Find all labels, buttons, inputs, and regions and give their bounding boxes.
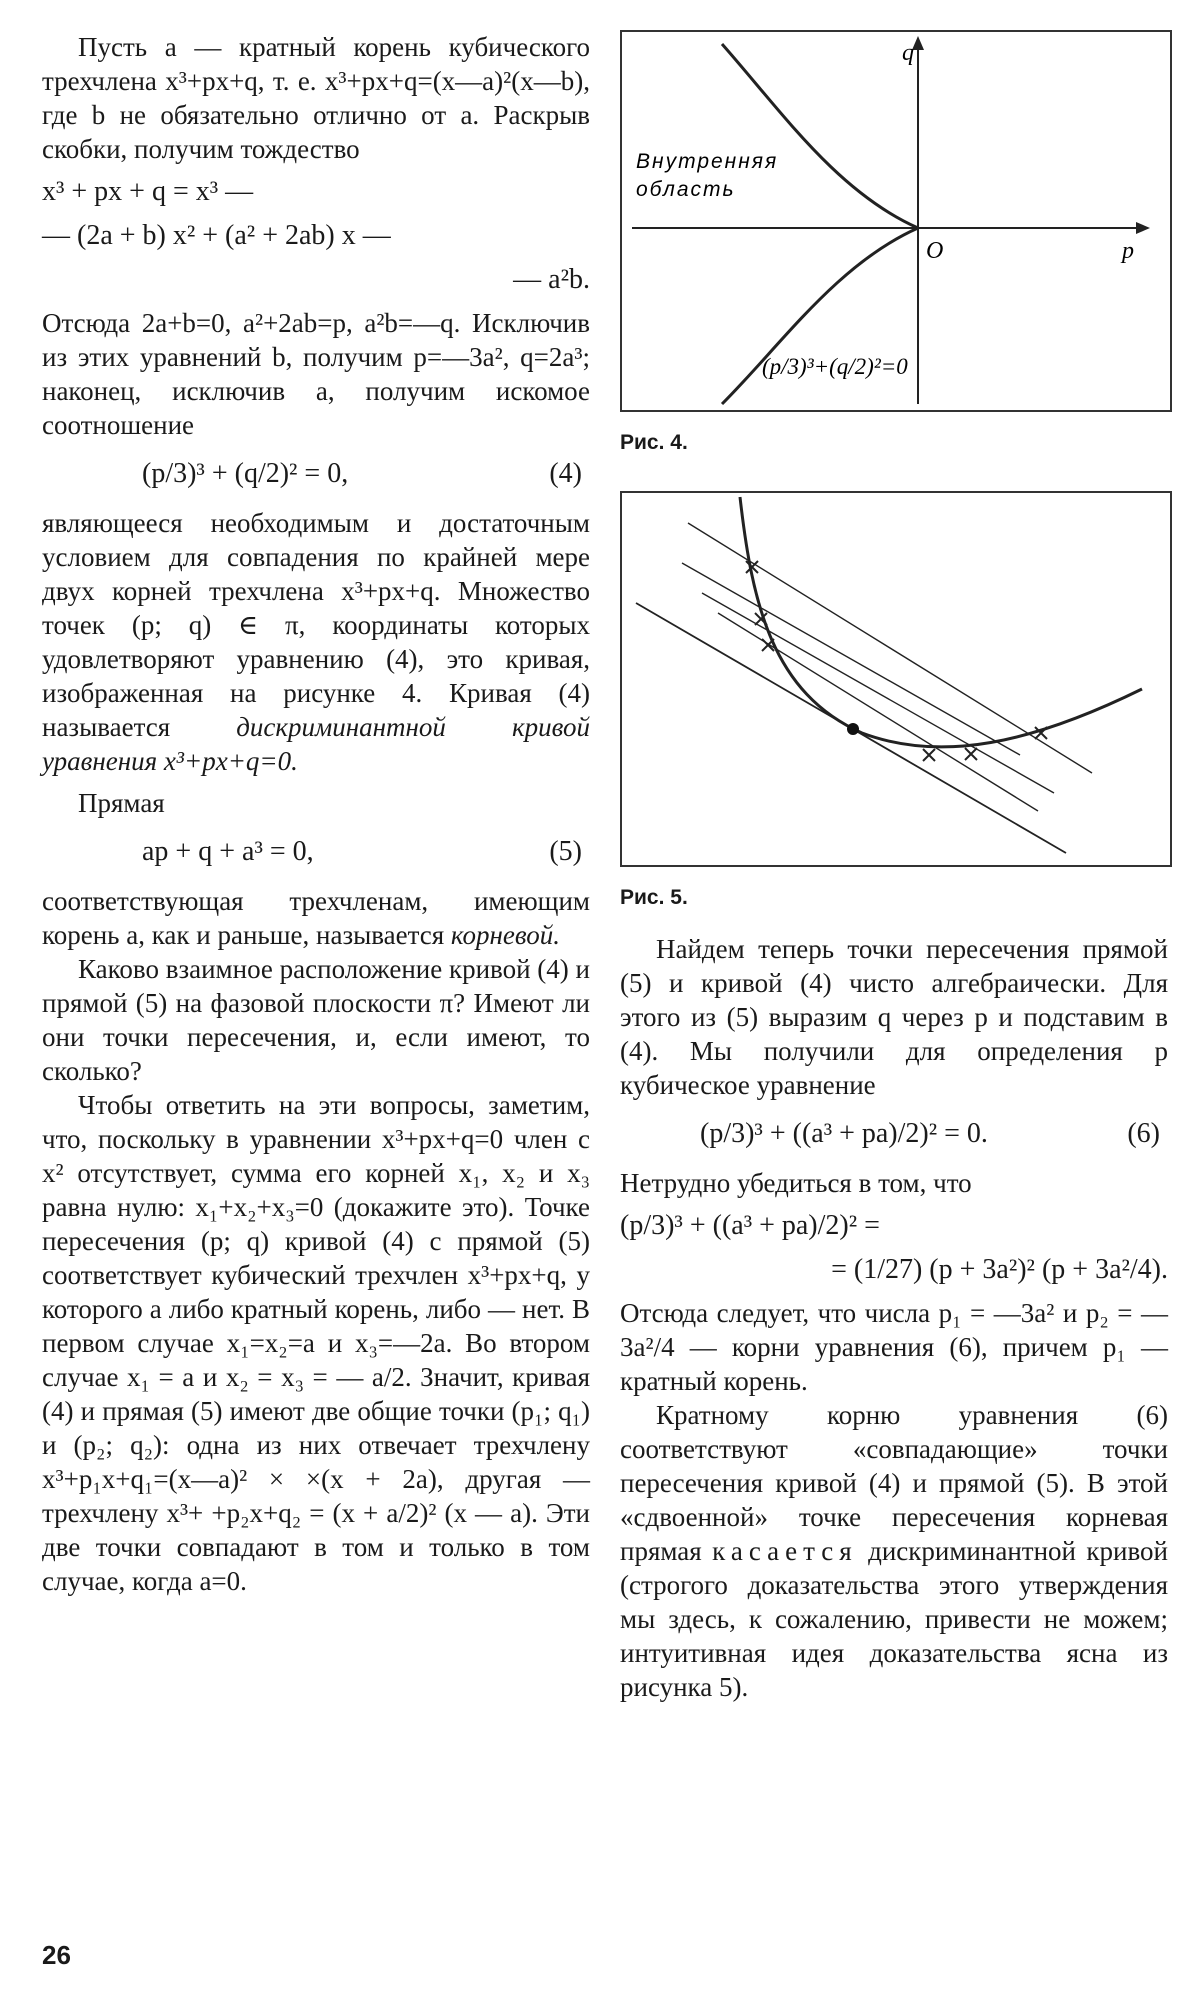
intersection-markers xyxy=(746,561,1047,761)
equation-5-number: (5) xyxy=(549,836,582,867)
right-paragraph-4-spaced: касается xyxy=(712,1536,858,1566)
paragraph-2: Отсюда 2a+b=0, a²+2ab=p, a²b=—q. Исключив из этих уравнений b, получим p=—3a², q=2a³; наконец, исключив a, получим искомое соотношение xyxy=(42,308,590,440)
curve-equation-label: (p/3)³+(q/2)²=0 xyxy=(762,354,908,379)
root-line-2 xyxy=(688,523,1092,773)
equation-5 xyxy=(42,836,590,868)
paragraph-7: Чтобы ответить на эти вопросы, заметим, что, поскольку в уравнении x³+px+q=0 член с x² отсутствует, сумма его корней x₁, x₂ и x₃ равна нулю: x₁+x₂+x₃=0 (докажите это). Точке пересечения (p; q) кривой (4) с прямой (5) соответствует кубический трехчлен x³+px+q, у которого a либо кратный корень, либо — нет. В первом случае x₁=x₂=a и x₃=—2a. Во втором случае x₁ = a и x₂ = x₃ = — a/2. Значит, кривая (4) и прямая (5) имеют две общие точки (p₁; q₁) и (p₂; q₂): одна из них отвечает трехчлену x³+p₁x+q₁=(x—a)² × ×(x + 2a), другая — трехчлену x³+ +p₂x+q₂ = (x + a/2)² (x — a). Эти две точки совпадают в том и только в том случае, когда a=0. xyxy=(42,1090,590,1596)
intersection-marker xyxy=(965,748,977,760)
figure-4-caption: Рис. 4. xyxy=(620,431,688,454)
expansion-line-1: (p/3)³ + ((a³ + pa)/2)² = xyxy=(620,1210,880,1241)
discriminant-curve-upper xyxy=(722,44,918,228)
paragraph-5-italic: корневой. xyxy=(450,920,560,950)
equation-6 xyxy=(620,1118,1168,1150)
right-paragraph-4-end: дискриминантной кривой (строгого доказательства этого утверждения мы здесь, к сожалению, привести не можем; интуитивная идея доказательства ясна из рисунка 5). xyxy=(620,1536,1168,1702)
paragraph-6: Каково взаимное расположение кривой (4) и прямой (5) на фазовой плоскости π? Имеют ли они точки пересечения, и, если имеют, то сколько? xyxy=(42,954,590,1086)
origin-label: O xyxy=(926,238,944,264)
equation-6-number: (6) xyxy=(1127,1118,1160,1149)
right-column xyxy=(620,30,1168,1704)
left-column xyxy=(42,30,590,1598)
equation-6-body: (p/3)³ + ((a³ + pa)/2)² = 0. xyxy=(700,1118,988,1149)
paragraph-4: Прямая xyxy=(78,788,165,818)
page-number: 26 xyxy=(42,1940,71,1970)
intersection-marker xyxy=(923,749,935,761)
figure-4 xyxy=(620,30,1172,412)
right-paragraph-4 xyxy=(620,1398,1168,1704)
intersection-marker xyxy=(762,639,774,651)
equation-4-number: (4) xyxy=(549,458,582,489)
double-point-marker xyxy=(847,723,859,735)
identity-line-1: x³ + px + q = x³ — xyxy=(42,176,254,207)
paragraph-1: Пусть a — кратный корень кубического трехчлена x³+px+q, т. е. x³+px+q=(x—a)²(x—b), где b не обязательно отлично от a. Раскрыв скобки, получим тождество xyxy=(42,32,590,164)
equation-5-body: ap + q + a³ = 0, xyxy=(142,836,314,867)
right-paragraph-3: Отсюда следует, что числа p₁ = —3a² и p₂ = — 3a²/4 — корни уравнения (6), причем p₁ — кратный корень. xyxy=(620,1298,1168,1396)
equation-4 xyxy=(42,458,590,490)
paragraph-5-text: соответствующая трехчленам, имеющим корень a, как и раньше, называется xyxy=(42,886,590,950)
equation-4-body: (p/3)³ + (q/2)² = 0, xyxy=(142,458,349,489)
inner-region-label-1: Внутренняя xyxy=(636,150,779,173)
paragraph-5 xyxy=(42,884,590,952)
inner-region-label-2: область xyxy=(636,178,736,201)
paragraph-3-italic: дискриминантной кривой уравнения x³+px+q=0. xyxy=(42,712,590,776)
paragraph-3 xyxy=(42,506,590,778)
figure-5 xyxy=(620,491,1172,867)
q-axis-label: q xyxy=(902,40,914,66)
right-paragraph-1: Найдем теперь точки пересечения прямой (5) и кривой (4) чисто алгебраически. Для этого из (5) выразим q через p и подставим в (4). Мы получили для определения p кубическое уравнение xyxy=(620,934,1168,1100)
root-line-3 xyxy=(702,593,1054,793)
p-axis-label: p xyxy=(1122,238,1134,264)
paragraph-3-text: являющееся необходимым и достаточным условием для совпадения по крайней мере двух корней трехчлена x³+px+q. Множество точек (p; q) ∈ π, координаты которых удовлетворяют уравнению (4), это кривая, изображенная на рисунке 4. Кривая (4) называется xyxy=(42,508,590,742)
identity-line-3: — a²b. xyxy=(513,264,590,295)
right-paragraph-4-text: Кратному корню уравнения (6) соответствуют «совпадающие» точки пересечения кривой (4) и прямой (5). В этой «сдвоенной» точке пересечения корневая прямая xyxy=(620,1400,1168,1566)
expansion-line-2: = (1/27) (p + 3a²)² (p + 3a²/4). xyxy=(831,1254,1168,1285)
right-paragraph-2: Нетрудно убедиться в том, что xyxy=(620,1168,972,1198)
figure-5-caption: Рис. 5. xyxy=(620,886,688,909)
p-axis-arrow-icon xyxy=(1136,222,1150,234)
identity-line-2: — (2a + b) x² + (a² + 2ab) x — xyxy=(42,220,391,251)
